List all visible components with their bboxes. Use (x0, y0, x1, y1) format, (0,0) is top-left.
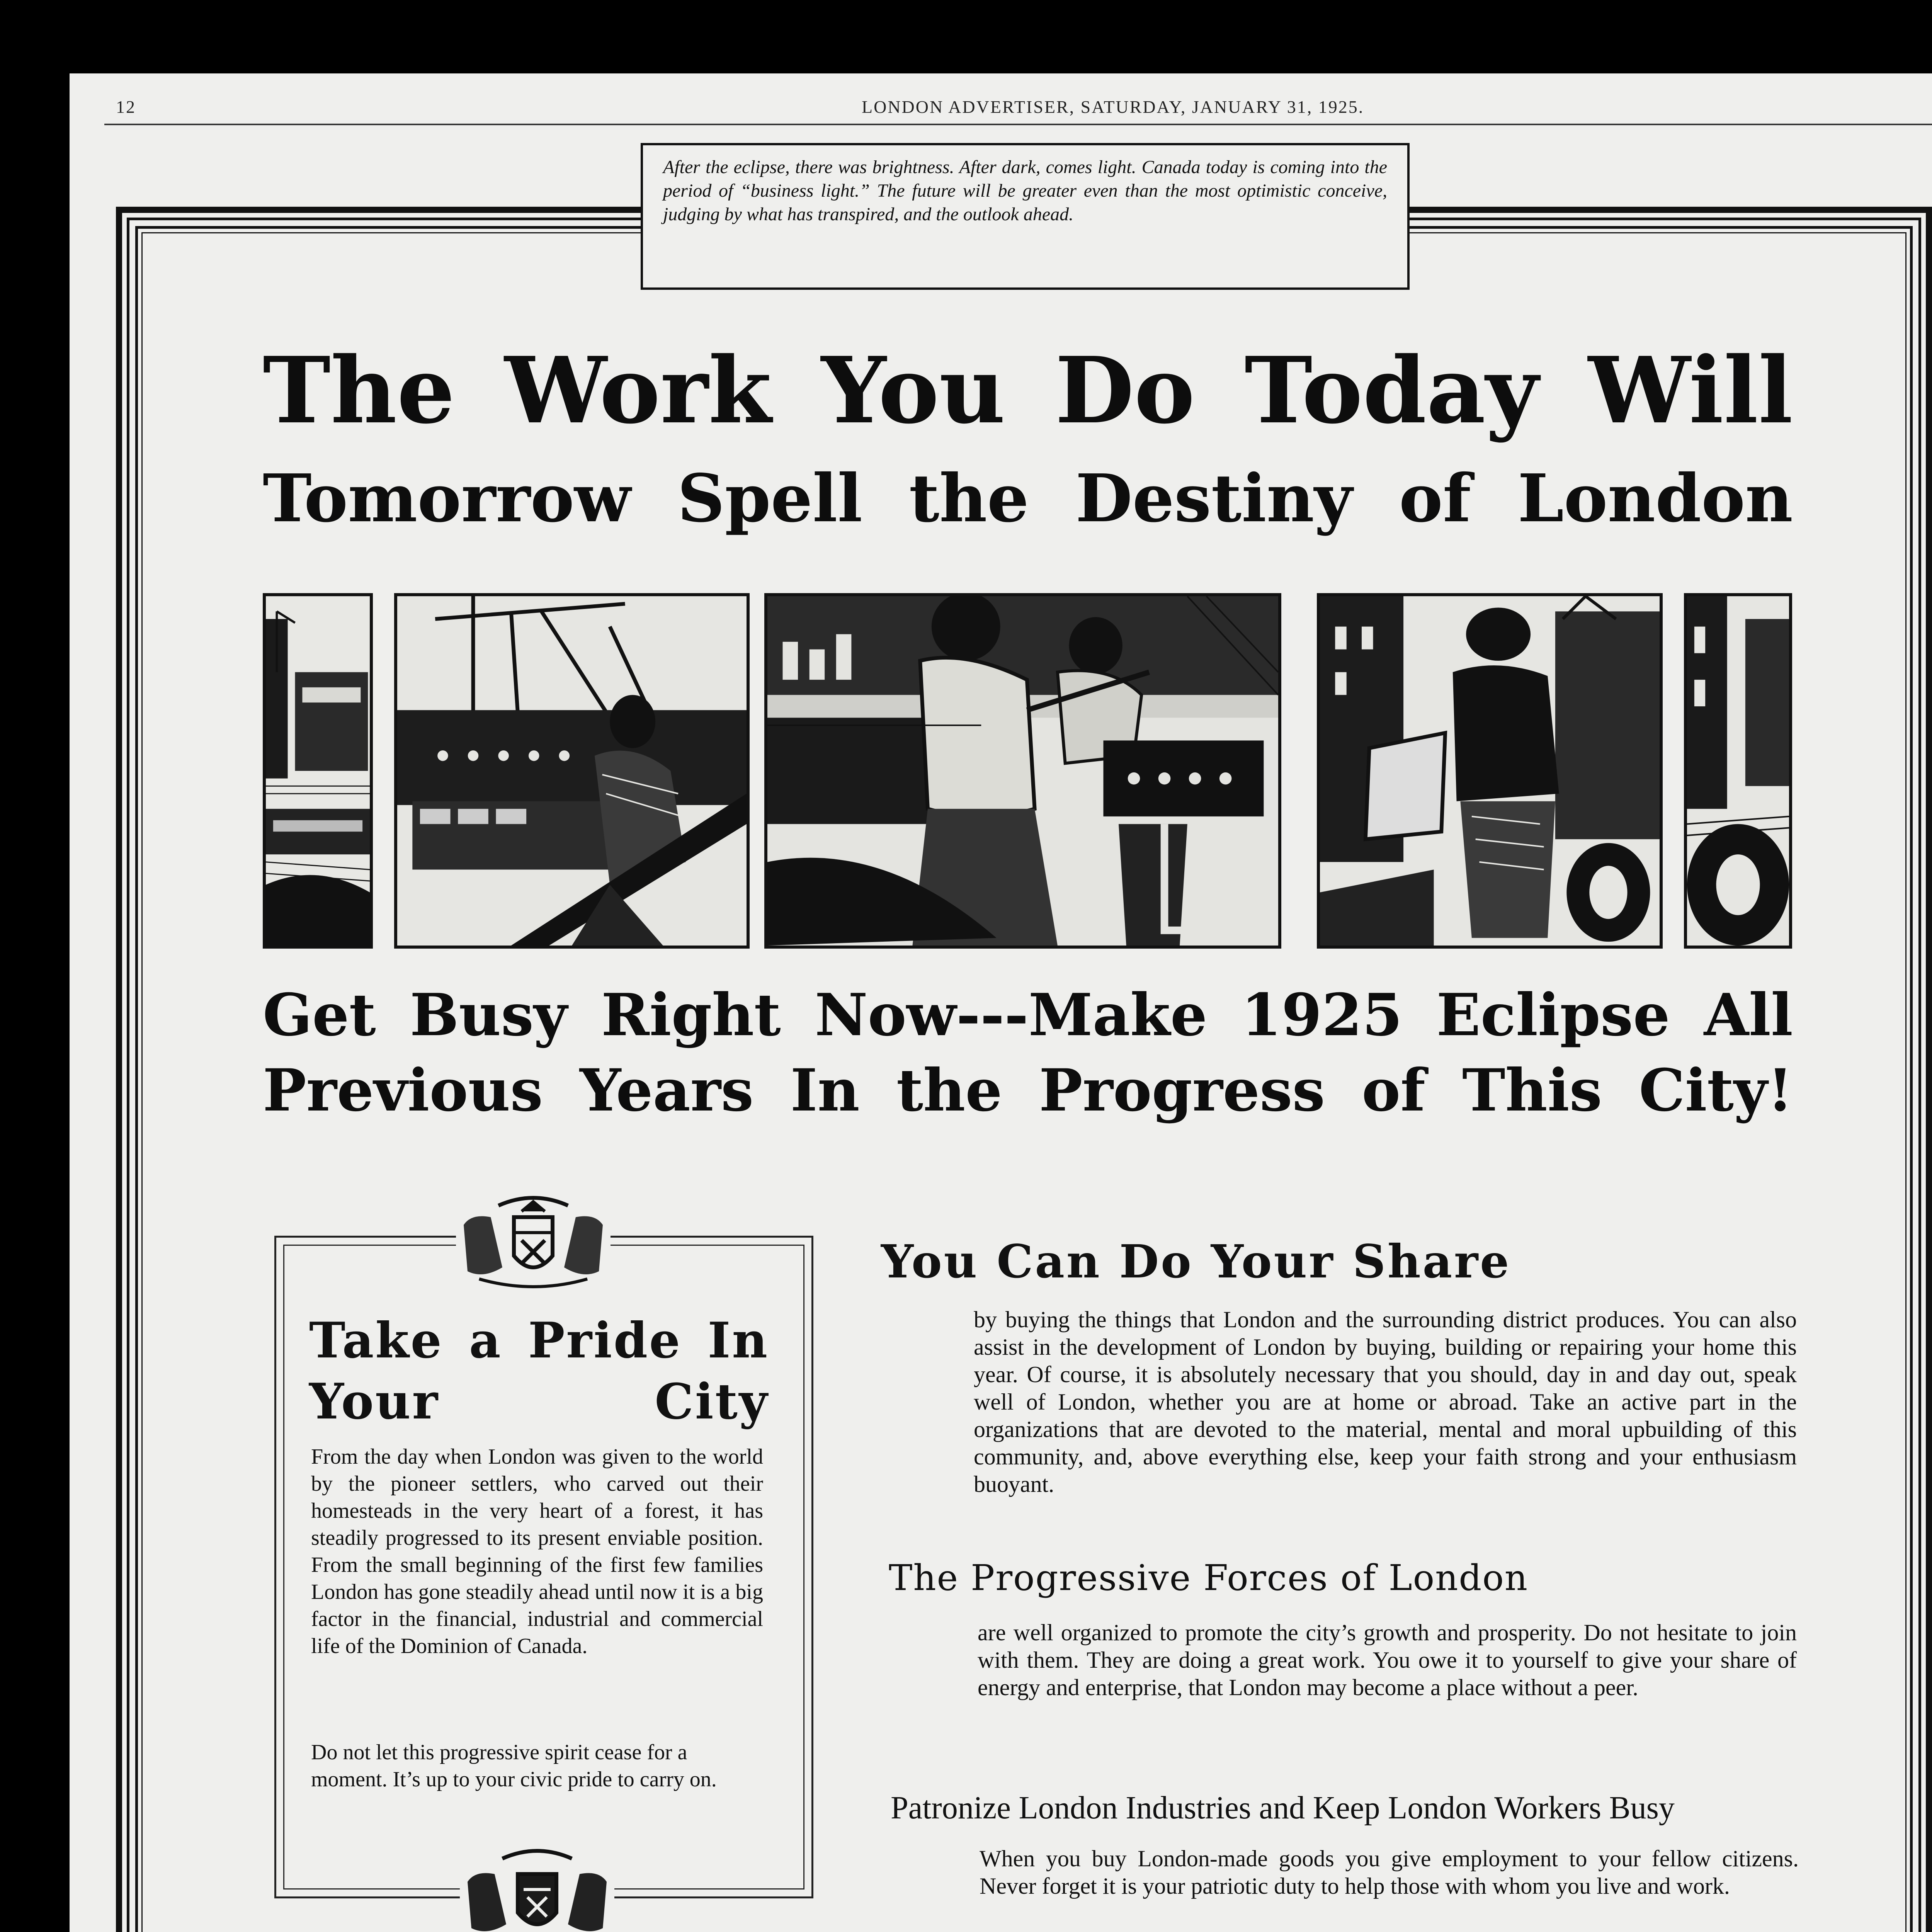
city-crest-icon (456, 1190, 611, 1294)
header-rule (104, 124, 1932, 125)
illustration-panel-machinery (1684, 593, 1792, 949)
subhead-line-2: Previous Years In the Progress of This City! (263, 1056, 1793, 1124)
illustration-panel-harbour (263, 593, 373, 949)
share-section-body: by buying the things that London and the surrounding district produces. You can also assist in the development of London by buying, building or repairing your home this year. Of course, it is absolutely necessary that you should, day in and day out, speak well of London, whether you are at home or abroad. Take an active part in the organizations that are devoted to the material, mental and moral upbuilding of this community, and, above everything else, keep your faith strong and your enthusiasm buoyant. (974, 1307, 1797, 1497)
illustration-panel-factory-worker (1317, 593, 1663, 949)
eclipse-quote-box: After the eclipse, there was brightness. After dark, comes light. Canada today is coming into the period of “business light.” The future will be greater even than the most optimistic conceive, judging by what has transpired, and the outlook ahead. (641, 143, 1410, 290)
newspaper-page (70, 73, 1932, 1932)
patronize-section-body: When you buy London-made goods you give employment to your fellow citizens. Never forget it is your patriotic duty to help those with whom you live and work. (980, 1846, 1799, 1899)
share-section-title: You Can Do Your Share (881, 1235, 1511, 1288)
pride-box-title: Take a Pride In Your City (309, 1312, 769, 1430)
subhead-line-1: Get Busy Right Now---Make 1925 Eclipse All (263, 981, 1793, 1049)
page-number: 12 (116, 97, 136, 117)
forces-section-title: The Progressive Forces of London (889, 1557, 1528, 1599)
running-head: LONDON ADVERTISER, SATURDAY, JANUARY 31, 1925. (862, 97, 1364, 117)
forces-section-body: are well organized to promote the city’s growth and prosperity. Do not hesitate to join with them. They are doing a great work. You owe it to yourself to give your share of energy and enterprise, that London may become a place without a peer. (978, 1620, 1797, 1700)
headline-line-2: Tomorrow Spell the Destiny of London (263, 460, 1793, 537)
pride-box-paragraph-1: From the day when London was given to the world by the pioneer settlers, who carved out their homesteads in the very heart of a forest, it has steadily progressed to its present enviable position. From the small beginning of the first few families London has gone steadily ahead until now it is a big factor in the financial, industrial and commercial life of the Dominion of Canada. (311, 1445, 763, 1658)
illustration-panel-dock-worker (394, 593, 750, 949)
city-crest-bottom-icon (460, 1843, 614, 1932)
pride-box-paragraph-2: Do not let this progressive spirit cease for a moment. It’s up to your civic pride to carry on. (311, 1740, 717, 1791)
patronize-section-title: Patronize London Industries and Keep London Workers Busy (891, 1790, 1675, 1826)
headline-line-1: The Work You Do Today Will (263, 337, 1793, 444)
illustration-panel-forge (764, 593, 1281, 949)
